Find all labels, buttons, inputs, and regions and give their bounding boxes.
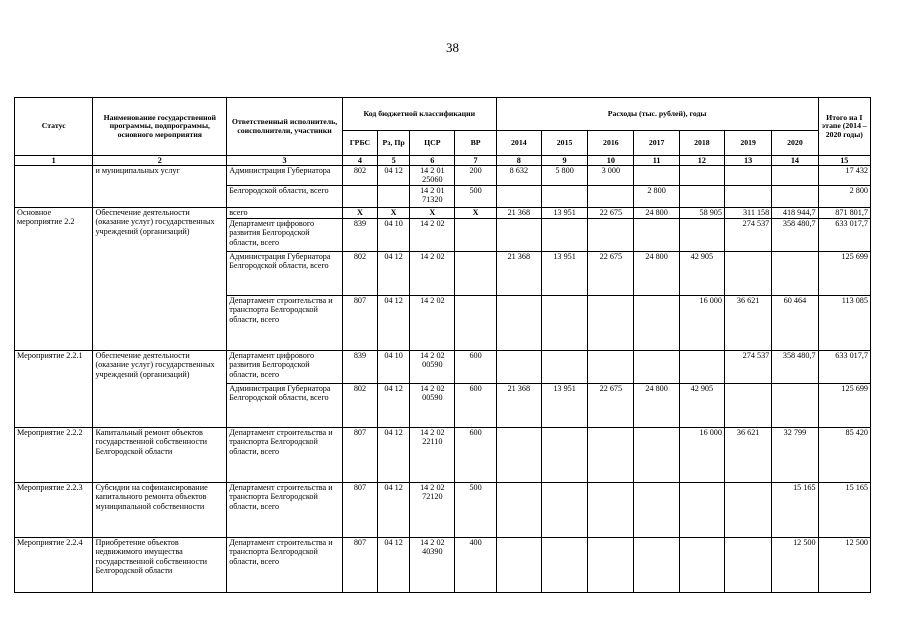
header-row-1: [15, 98, 871, 131]
grbs-cell: Х: [342, 208, 377, 219]
y2017-cell: [634, 296, 679, 351]
name-cell: Приобретение объектов недвижимого имущества государственной собственности Белгородской области: [93, 538, 227, 593]
y2014-cell: [496, 538, 541, 593]
vr-cell: 500: [455, 186, 496, 208]
csr-cell: 14 2 02: [410, 252, 455, 296]
page-number: 38: [446, 40, 459, 55]
responsible-cell: Администрация Губернатора: [227, 166, 343, 186]
status-cell: [15, 166, 93, 208]
y2020-cell: 358 480,7: [772, 351, 818, 384]
vr-cell: 400: [455, 538, 496, 593]
y2020-cell: [772, 186, 818, 208]
total-cell: 85 420: [818, 428, 870, 483]
y2015-cell: [541, 428, 587, 483]
grbs-cell: 807: [342, 296, 377, 351]
column-number: 9: [541, 156, 587, 166]
y2014-cell: [496, 351, 541, 384]
y2018-cell: [679, 219, 724, 252]
total-cell: 2 800: [818, 186, 870, 208]
y2020-cell: [772, 166, 818, 186]
responsible-cell: Департамент цифрового развития Белгородской области, всего: [227, 351, 343, 384]
column-number: 12: [679, 156, 724, 166]
y2014-cell: [496, 296, 541, 351]
y2017-cell: [634, 483, 679, 538]
header-expenses: Расходы (тыс. рублей), годы: [496, 98, 818, 131]
header-2017: 2017: [634, 131, 679, 156]
status-cell: Мероприятие 2.2.3: [15, 483, 93, 538]
header-budget-code: Код бюджетной классификации: [342, 98, 496, 131]
header-rzpr: Рз, Пр: [378, 131, 410, 156]
header-2014: 2014: [496, 131, 541, 156]
grbs-cell: 807: [342, 483, 377, 538]
header-2019: 2019: [724, 131, 771, 156]
responsible-cell: Департамент строительства и транспорта Белгородской области, всего: [227, 428, 343, 483]
y2015-cell: 13 951: [541, 208, 587, 219]
vr-cell: 600: [455, 428, 496, 483]
y2017-cell: [634, 538, 679, 593]
header-csr: ЦСР: [410, 131, 455, 156]
total-cell: 15 165: [818, 483, 870, 538]
y2017-cell: [634, 219, 679, 252]
vr-cell: [455, 252, 496, 296]
grbs-cell: 807: [342, 538, 377, 593]
total-cell: 633 017,7: [818, 219, 870, 252]
y2015-cell: 13 951: [541, 384, 587, 428]
column-number: 11: [634, 156, 679, 166]
y2016-cell: [588, 186, 634, 208]
y2014-cell: [496, 483, 541, 538]
vr-cell: 500: [455, 483, 496, 538]
y2016-cell: 22 675: [588, 208, 634, 219]
header-2016: 2016: [588, 131, 634, 156]
y2017-cell: [634, 166, 679, 186]
grbs-cell: 802: [342, 166, 377, 186]
total-cell: 113 085: [818, 296, 870, 351]
table-row: [15, 483, 871, 538]
y2018-cell: 16 000: [679, 428, 724, 483]
y2019-cell: 36 621: [724, 296, 771, 351]
y2016-cell: 3 000: [588, 166, 634, 186]
total-cell: 633 017,7: [818, 351, 870, 384]
y2015-cell: [541, 351, 587, 384]
header-total: Итого на I этапе (2014 – 2020 годы): [818, 98, 870, 156]
y2015-cell: [541, 538, 587, 593]
y2016-cell: 22 675: [588, 252, 634, 296]
grbs-cell: 839: [342, 219, 377, 252]
column-number: 13: [724, 156, 771, 166]
y2016-cell: 22 675: [588, 384, 634, 428]
y2015-cell: 5 800: [541, 166, 587, 186]
y2016-cell: [588, 219, 634, 252]
rzpr-cell: 04 10: [378, 219, 410, 252]
y2018-cell: [679, 351, 724, 384]
name-cell: Субсидии на софинансирование капитального ремонта объектов муниципальной собственности: [93, 483, 227, 538]
name-cell: Обеспечение деятельности (оказание услуг) государственных учреждений (организаций): [93, 351, 227, 428]
y2018-cell: [679, 538, 724, 593]
rzpr-cell: 04 12: [378, 252, 410, 296]
y2019-cell: [724, 538, 771, 593]
csr-cell: 14 2 02: [410, 296, 455, 351]
name-cell: и муниципальных услуг: [93, 166, 227, 208]
y2018-cell: 58 905: [679, 208, 724, 219]
name-cell: Капитальный ремонт объектов государственной собственности Белгородской области: [93, 428, 227, 483]
rzpr-cell: Х: [378, 208, 410, 219]
y2019-cell: [724, 166, 771, 186]
grbs-cell: 839: [342, 351, 377, 384]
y2015-cell: [541, 219, 587, 252]
csr-cell: 14 2 02 00590: [410, 384, 455, 428]
csr-cell: 14 2 01 25060: [410, 166, 455, 186]
y2019-cell: [724, 252, 771, 296]
csr-cell: 14 2 02 22110: [410, 428, 455, 483]
y2020-cell: 358 480,7: [772, 219, 818, 252]
rzpr-cell: 04 12: [378, 428, 410, 483]
y2018-cell: [679, 186, 724, 208]
column-number: 1: [15, 156, 93, 166]
y2016-cell: [588, 428, 634, 483]
responsible-cell: Департамент цифрового развития Белгородской области, всего: [227, 219, 343, 252]
y2017-cell: [634, 428, 679, 483]
y2017-cell: [634, 351, 679, 384]
y2018-cell: 42 905: [679, 252, 724, 296]
responsible-cell: Белгородской области, всего: [227, 186, 343, 208]
rzpr-cell: 04 12: [378, 384, 410, 428]
name-cell: Обеспечение деятельности (оказание услуг) государственных учреждений (организаций): [93, 208, 227, 351]
y2020-cell: [772, 252, 818, 296]
csr-cell: 14 2 02 00590: [410, 351, 455, 384]
y2016-cell: [588, 296, 634, 351]
y2016-cell: [588, 483, 634, 538]
column-number: 2: [93, 156, 227, 166]
y2014-cell: [496, 186, 541, 208]
vr-cell: 600: [455, 351, 496, 384]
y2015-cell: 13 951: [541, 252, 587, 296]
vr-cell: 600: [455, 384, 496, 428]
rzpr-cell: 04 12: [378, 483, 410, 538]
responsible-cell: Департамент строительства и транспорта Белгородской области, всего: [227, 483, 343, 538]
column-number: 7: [455, 156, 496, 166]
y2016-cell: [588, 351, 634, 384]
responsible-cell: Департамент строительства и транспорта Белгородской области, всего: [227, 538, 343, 593]
y2016-cell: [588, 538, 634, 593]
y2020-cell: 15 165: [772, 483, 818, 538]
y2019-cell: [724, 483, 771, 538]
grbs-cell: 802: [342, 252, 377, 296]
header-2020: 2020: [772, 131, 818, 156]
total-cell: 17 432: [818, 166, 870, 186]
grbs-cell: 802: [342, 384, 377, 428]
y2014-cell: 21 368: [496, 384, 541, 428]
y2018-cell: 42 905: [679, 384, 724, 428]
column-number: 4: [342, 156, 377, 166]
header-name: Наименование государственной программы, подпрограммы, основного мероприятия: [93, 98, 227, 156]
status-cell: Мероприятие 2.2.2: [15, 428, 93, 483]
header-vr: ВР: [455, 131, 496, 156]
column-number: 5: [378, 156, 410, 166]
y2015-cell: [541, 296, 587, 351]
header-2018: 2018: [679, 131, 724, 156]
y2020-cell: 12 500: [772, 538, 818, 593]
responsible-cell: Администрация Губернатора Белгородской области, всего: [227, 252, 343, 296]
rzpr-cell: 04 12: [378, 166, 410, 186]
total-cell: 125 699: [818, 252, 870, 296]
y2017-cell: 24 800: [634, 384, 679, 428]
y2017-cell: 24 800: [634, 208, 679, 219]
status-cell: Мероприятие 2.2.4: [15, 538, 93, 593]
y2018-cell: [679, 483, 724, 538]
column-number: 10: [588, 156, 634, 166]
y2018-cell: [679, 166, 724, 186]
y2019-cell: 36 621: [724, 428, 771, 483]
column-number: 15: [818, 156, 870, 166]
csr-cell: Х: [410, 208, 455, 219]
table-row: [15, 208, 871, 219]
column-number: 3: [227, 156, 343, 166]
y2019-cell: [724, 186, 771, 208]
status-cell: Мероприятие 2.2.1: [15, 351, 93, 428]
vr-cell: 200: [455, 166, 496, 186]
header-2015: 2015: [541, 131, 587, 156]
rzpr-cell: 04 12: [378, 296, 410, 351]
y2014-cell: [496, 219, 541, 252]
y2019-cell: 274 537: [724, 351, 771, 384]
column-number: 8: [496, 156, 541, 166]
column-number: 6: [410, 156, 455, 166]
table-row: [15, 166, 871, 186]
y2014-cell: [496, 428, 541, 483]
vr-cell: [455, 219, 496, 252]
y2015-cell: [541, 483, 587, 538]
responsible-cell: Департамент строительства и транспорта Белгородской области, всего: [227, 296, 343, 351]
csr-cell: 14 2 02 72120: [410, 483, 455, 538]
grbs-cell: 807: [342, 428, 377, 483]
y2014-cell: 8 632: [496, 166, 541, 186]
csr-cell: 14 2 02: [410, 219, 455, 252]
y2014-cell: 21 368: [496, 252, 541, 296]
y2020-cell: 418 944,7: [772, 208, 818, 219]
y2020-cell: [772, 384, 818, 428]
y2017-cell: 2 800: [634, 186, 679, 208]
y2019-cell: [724, 384, 771, 428]
y2020-cell: 32 799: [772, 428, 818, 483]
y2019-cell: 311 158: [724, 208, 771, 219]
table-row: [15, 428, 871, 483]
column-number: 14: [772, 156, 818, 166]
vr-cell: Х: [455, 208, 496, 219]
csr-cell: 14 2 02 40390: [410, 538, 455, 593]
table-row: [15, 351, 871, 384]
grbs-cell: [342, 186, 377, 208]
rzpr-cell: 04 12: [378, 538, 410, 593]
rzpr-cell: [378, 186, 410, 208]
total-cell: 125 699: [818, 384, 870, 428]
y2017-cell: 24 800: [634, 252, 679, 296]
responsible-cell: всего: [227, 208, 343, 219]
y2015-cell: [541, 186, 587, 208]
header-grbs: ГРБС: [342, 131, 377, 156]
rzpr-cell: 04 10: [378, 351, 410, 384]
header-status: Статус: [15, 98, 93, 156]
header-responsible: Ответственный исполнитель, соисполнители, участники: [227, 98, 343, 156]
csr-cell: 14 2 01 71320: [410, 186, 455, 208]
y2018-cell: 16 000: [679, 296, 724, 351]
responsible-cell: Администрация Губернатора Белгородской области, всего: [227, 384, 343, 428]
column-number-row: [15, 156, 871, 166]
budget-table: [14, 97, 871, 593]
y2020-cell: 60 464: [772, 296, 818, 351]
table-row: [15, 538, 871, 593]
total-cell: 12 500: [818, 538, 870, 593]
y2019-cell: 274 537: [724, 219, 771, 252]
vr-cell: [455, 296, 496, 351]
y2014-cell: 21 368: [496, 208, 541, 219]
total-cell: 871 801,7: [818, 208, 870, 219]
status-cell: Основное мероприятие 2.2: [15, 208, 93, 351]
